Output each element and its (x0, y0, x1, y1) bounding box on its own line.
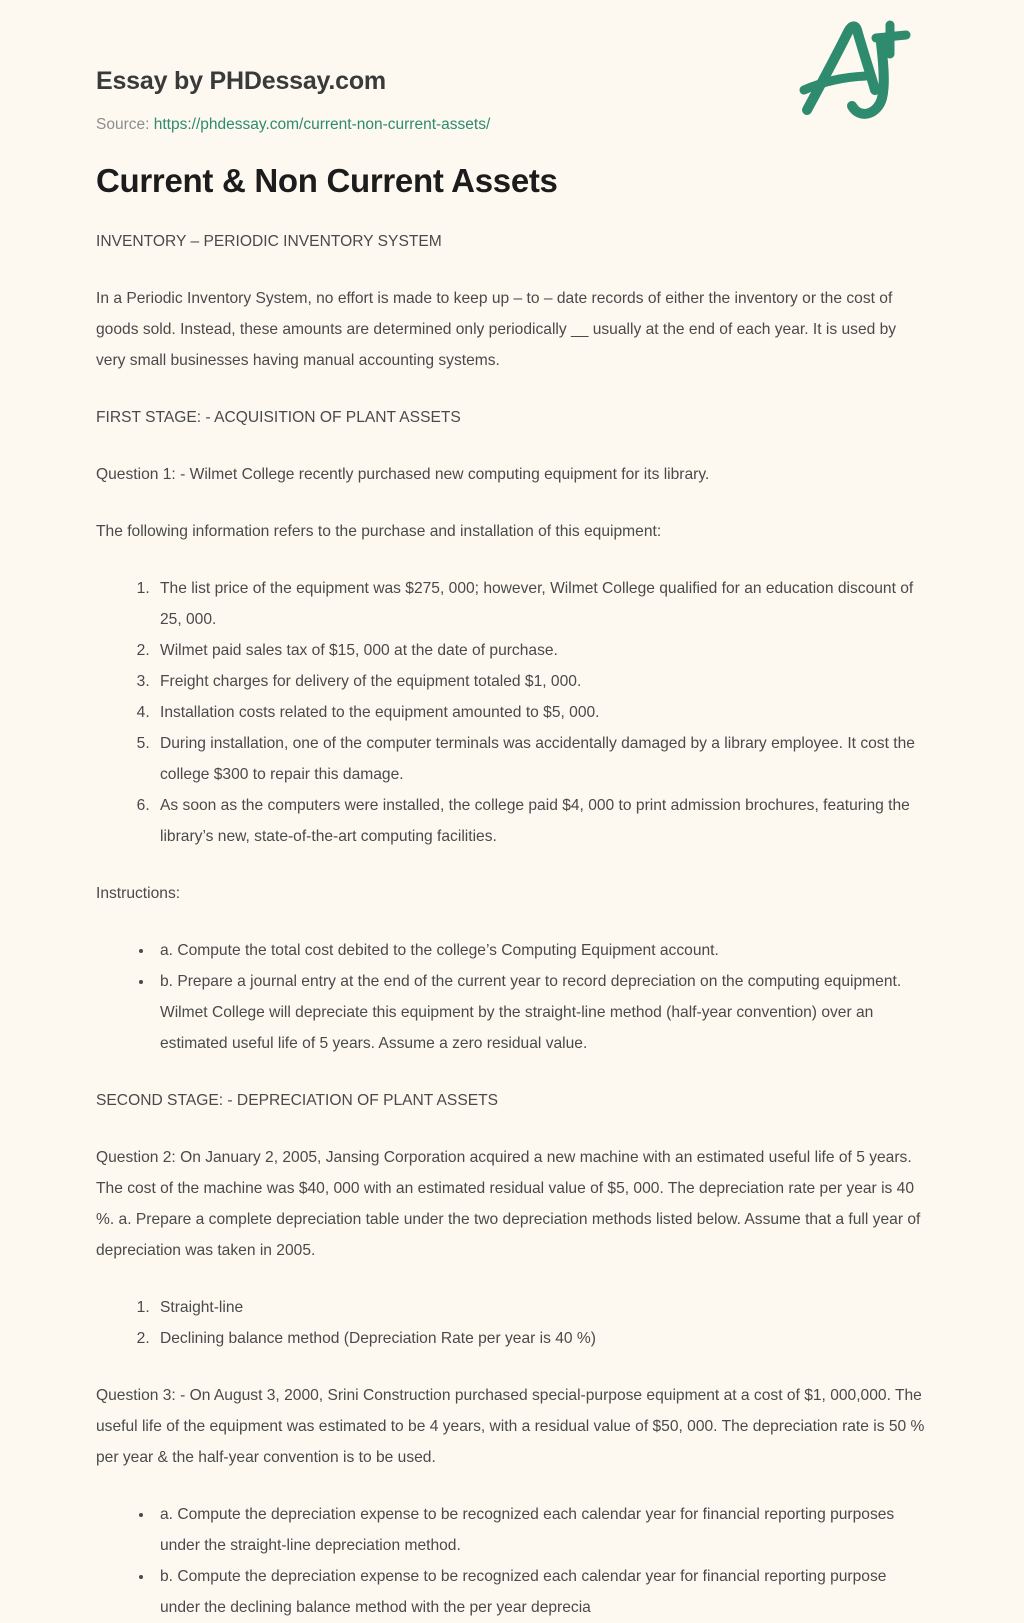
question-1-instructions-list (96, 935, 928, 1059)
paragraph-question-3: Question 3: - On August 3, 2000, Srini Construction purchased special-purpose equipment at a cost of $1, 000,000. The useful life of the equipment was estimated to be 4 years, with a residual value of $50, 000. The depreciation rate is 50 % per year & the half-year convention is to be used. (96, 1386, 925, 1466)
site-header (96, 0, 928, 133)
heading-inventory: INVENTORY – PERIODIC INVENTORY SYSTEM (96, 232, 442, 250)
list-item: • b. Prepare a journal entry at the end of the current year to record depreciation on the computing equipment. Wilmet College will depreciate this equipment by the straight-line method (half-year convention) over an estimated useful life of 5 years. Assume a zero residual value. (154, 966, 928, 1059)
article-body (96, 226, 928, 1623)
label-instructions: Instructions: (96, 884, 181, 902)
list-item: 3. Freight charges for delivery of the equipment totaled $1, 000. (154, 666, 928, 697)
heading-first-stage: FIRST STAGE: - ACQUISITION OF PLANT ASSETS (96, 408, 461, 426)
list-item: 2. Declining balance method (Depreciation Rate per year is 40 %) (154, 1323, 928, 1354)
list-item: • a. Compute the depreciation expense to be recognized each calendar year for financial reporting purposes under the straight-line depreciation method. (154, 1499, 928, 1561)
paragraph-periodic-system: In a Periodic Inventory System, no effort is made to keep up – to – date records of either the inventory or the cost of goods sold. Instead, these amounts are determined only periodically __ usually at the end of each year. It is used by very small businesses having manual accounting systems. (96, 289, 897, 369)
list-item: • a. Compute the total cost debited to the college’s Computing Equipment account. (154, 935, 928, 966)
question-3-instructions-list (96, 1499, 928, 1623)
a-plus-grade-logo-icon (782, 0, 932, 138)
page-title: Current & Non Current Assets (96, 162, 558, 199)
list-item: 1. The list price of the equipment was $275, 000; however, Wilmet College qualified for an education discount of 25, 000. (154, 573, 928, 635)
list-item: • b. Compute the depreciation expense to be recognized each calendar year for financial reporting purpose under the declining balance method with the per year deprecia (154, 1561, 928, 1623)
paragraph-following-information: The following information refers to the purchase and installation of this equipment: (96, 522, 662, 540)
paragraph-question-2: Question 2: On January 2, 2005, Jansing Corporation acquired a new machine with an estimated useful life of 5 years. The cost of the machine was $40, 000 with an estimated residual value of $5, 000. The depreciation rate per year is 40 %. a. Prepare a complete depreciation table under the two depreciation methods listed below. Assume that a full year of depreciation was taken in 2005. (96, 1148, 921, 1259)
paragraph-question-1: Question 1: - Wilmet College recently purchased new computing equipment for its library. (96, 465, 710, 483)
list-item: 5. During installation, one of the computer terminals was accidentally damaged by a library employee. It cost the college $300 to repair this damage. (154, 728, 928, 790)
list-item: 2. Wilmet paid sales tax of $15, 000 at the date of purchase. (154, 635, 928, 666)
heading-second-stage: SECOND STAGE: - DEPRECIATION OF PLANT ASSETS (96, 1091, 499, 1109)
list-item: 1. Straight-line (154, 1292, 928, 1323)
list-item: 4. Installation costs related to the equipment amounted to $5, 000. (154, 697, 928, 728)
source-url-link[interactable]: https://phdessay.com/current-non-current-assets/ (153, 115, 491, 133)
question-1-facts-list (96, 573, 928, 852)
list-item: 6. As soon as the computers were installed, the college paid $4, 000 to print admission brochures, featuring the library’s new, state-of-the-art computing facilities. (154, 790, 928, 852)
brand-title: Essay by PHDessay.com (96, 67, 386, 95)
question-2-methods-list (96, 1292, 928, 1354)
source-label: Source: (96, 115, 150, 133)
